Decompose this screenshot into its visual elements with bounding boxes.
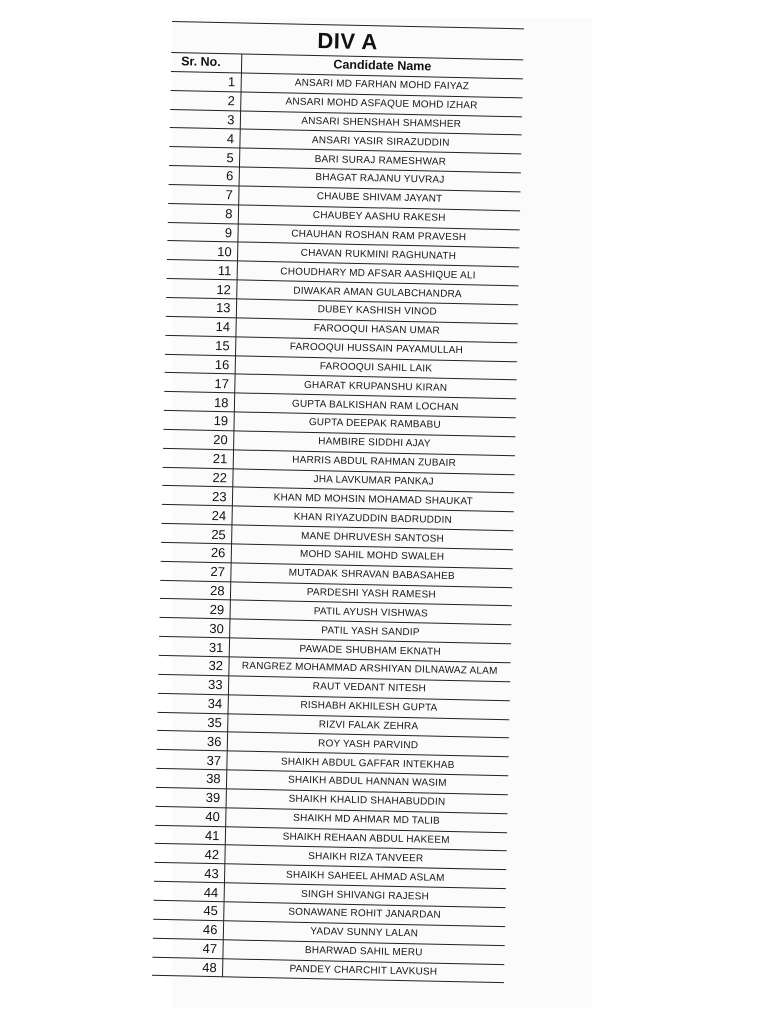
sr-no-header: Sr. No. [171, 52, 241, 72]
sr-no-cell: 39 [156, 787, 226, 807]
sr-no-cell: 17 [164, 373, 234, 393]
sr-no-cell: 28 [160, 580, 230, 600]
candidate-name-cell: SHAIKH RIZA TANVEER [224, 845, 506, 870]
candidate-name-cell: KHAN MD MOHSIN MOHAMAD SHAUKAT [232, 487, 514, 512]
table-body [152, 71, 523, 983]
candidate-name-cell: MOHD SAHIL MOHD SWALEH [231, 544, 513, 569]
sr-no-cell: 25 [161, 523, 231, 543]
candidate-name-cell: RIZVI FALAK ZEHRA [227, 713, 509, 738]
sr-no-cell: 38 [156, 768, 226, 788]
candidate-name-cell: BARI SURAJ RAMESHWAR [239, 148, 521, 173]
page-title: DIV A [317, 28, 379, 55]
sr-no-cell: 34 [158, 693, 228, 713]
sr-no-cell: 12 [166, 279, 236, 299]
sr-no-cell: 11 [167, 260, 237, 280]
candidate-name-cell: GUPTA DEEPAK RAMBABU [233, 412, 515, 437]
candidate-name-cell: ROY YASH PARVIND [227, 732, 509, 757]
sr-no-cell: 40 [155, 806, 225, 826]
sr-no-cell: 36 [157, 731, 227, 751]
sr-no-cell: 6 [169, 166, 239, 186]
candidate-name-cell: PANDEY CHARCHIT LAVKUSH [222, 958, 504, 983]
candidate-name-cell: SHAIKH SAHEEL AHMAD ASLAM [224, 864, 506, 889]
sr-no-cell: 42 [154, 844, 224, 864]
sr-no-cell: 5 [169, 147, 239, 167]
candidate-name-cell: BHAGAT RAJANU YUVRAJ [239, 167, 521, 192]
sr-no-cell: 1 [171, 71, 241, 91]
candidate-name-cell: SONAWANE ROHIT JANARDAN [223, 902, 505, 927]
candidate-name-cell: SHAIKH KHALID SHAHABUDDIN [226, 789, 508, 814]
candidate-name-cell: SHAIKH MD AHMAR MD TALIB [225, 808, 507, 833]
sr-no-cell: 32 [158, 655, 228, 675]
sr-no-cell: 15 [165, 335, 235, 355]
sr-no-cell: 3 [170, 109, 240, 129]
candidate-name-cell: HARRIS ABDUL RAHMAN ZUBAIR [233, 450, 515, 475]
candidate-name-cell: FAROOQUI HASAN UMAR [235, 318, 517, 343]
sr-no-cell: 7 [168, 184, 238, 204]
sr-no-cell: 48 [152, 957, 222, 977]
candidate-name-cell: ANSARI YASIR SIRAZUDDIN [239, 129, 521, 154]
candidate-name-cell: CHAVAN RUKMINI RAGHUNATH [237, 242, 519, 267]
candidate-name-cell: CHAUHAN ROSHAN RAM PRAVESH [237, 224, 519, 249]
candidate-name-cell: RAUT VEDANT NITESH [228, 676, 510, 701]
sr-no-cell: 22 [162, 467, 232, 487]
candidate-name-cell: GHARAT KRUPANSHU KIRAN [234, 374, 516, 399]
candidate-name-cell: MANE DHRUVESH SANTOSH [231, 525, 513, 550]
candidate-name-cell: ANSARI SHENSHAH SHAMSHER [240, 110, 522, 135]
sr-no-cell: 33 [158, 674, 228, 694]
candidate-name-cell: DUBEY KASHISH VINOD [236, 299, 518, 324]
sr-no-cell: 26 [161, 542, 231, 562]
sr-no-cell: 9 [167, 222, 237, 242]
candidate-name-cell: GUPTA BALKISHAN RAM LOCHAN [234, 393, 516, 418]
sr-no-cell: 24 [161, 505, 231, 525]
sr-no-cell: 41 [155, 825, 225, 845]
sr-no-cell: 14 [165, 316, 235, 336]
candidate-name-cell: DIWAKAR AMAN GULABCHANDRA [236, 280, 518, 305]
sr-no-cell: 23 [162, 486, 232, 506]
candidate-name-cell: CHAUBE SHIVAM JAYANT [238, 186, 520, 211]
candidate-name-cell: PATIL YASH SANDIP [229, 619, 511, 644]
sr-no-cell: 30 [159, 618, 229, 638]
candidate-name-cell: BHARWAD SAHIL MERU [222, 939, 504, 964]
candidate-name-cell: CHOUDHARY MD AFSAR AASHIQUE ALI [237, 261, 519, 286]
sr-no-cell: 4 [169, 128, 239, 148]
candidate-name-cell: PATIL AYUSH VISHWAS [229, 600, 511, 625]
sr-no-cell: 10 [167, 241, 237, 261]
candidate-name-cell: FAROOQUI SAHIL LAIK [235, 355, 517, 380]
sr-no-cell: 29 [160, 599, 230, 619]
candidate-name-cell: SHAIKH ABDUL GAFFAR INTEKHAB [226, 751, 508, 776]
sr-no-cell: 43 [154, 863, 224, 883]
sr-no-cell: 31 [159, 637, 229, 657]
sr-no-cell: 46 [153, 919, 223, 939]
sr-no-cell: 47 [152, 938, 222, 958]
candidate-name-cell: MUTADAK SHRAVAN BABASAHEB [230, 563, 512, 588]
sr-no-cell: 27 [160, 561, 230, 581]
sr-no-cell: 19 [163, 410, 233, 430]
sr-no-cell: 44 [154, 881, 224, 901]
candidate-name-cell: PAWADE SHUBHAM EKNATH [229, 638, 511, 663]
sr-no-cell: 13 [166, 297, 236, 317]
candidate-name-cell: YADAV SUNNY LALAN [223, 921, 505, 946]
candidate-name-cell: ANSARI MOHD ASFAQUE MOHD IZHAR [240, 92, 522, 117]
candidate-name-cell: SHAIKH REHAAN ABDUL HAKEEM [225, 826, 507, 851]
candidate-name-cell: HAMBIRE SIDDHI AJAY [233, 431, 515, 456]
sr-no-cell: 21 [163, 448, 233, 468]
candidate-table [152, 52, 523, 984]
candidate-name-cell: SINGH SHIVANGI RAJESH [224, 883, 506, 908]
candidate-name-header: Candidate Name [241, 54, 523, 79]
candidate-name-cell: KHAN RIYAZUDDIN BADRUDDIN [231, 506, 513, 531]
sr-no-cell: 2 [170, 90, 240, 110]
sr-no-cell: 16 [165, 354, 235, 374]
sr-no-cell: 8 [168, 203, 238, 223]
candidate-name-cell: RISHABH AKHILESH GUPTA [228, 695, 510, 720]
candidate-name-cell: FAROOQUI HUSSAIN PAYAMULLAH [235, 337, 517, 362]
candidate-name-cell: CHAUBEY AASHU RAKESH [238, 205, 520, 230]
candidate-name-cell: ANSARI MD FARHAN MOHD FAIYAZ [241, 73, 523, 98]
candidate-name-cell: SHAIKH ABDUL HANNAN WASIM [226, 770, 508, 795]
candidate-name-cell: JHA LAVKUMAR PANKAJ [232, 468, 514, 493]
sr-no-cell: 37 [156, 750, 226, 770]
sr-no-cell: 20 [163, 429, 233, 449]
sr-no-cell: 35 [157, 712, 227, 732]
candidate-name-cell: PARDESHI YASH RAMESH [230, 581, 512, 606]
sr-no-cell: 45 [153, 900, 223, 920]
sr-no-cell: 18 [164, 392, 234, 412]
candidate-list-sheet [152, 21, 524, 984]
candidate-name-cell: RANGREZ MOHAMMAD ARSHIYAN DILNAWAZ ALAM [228, 657, 510, 682]
